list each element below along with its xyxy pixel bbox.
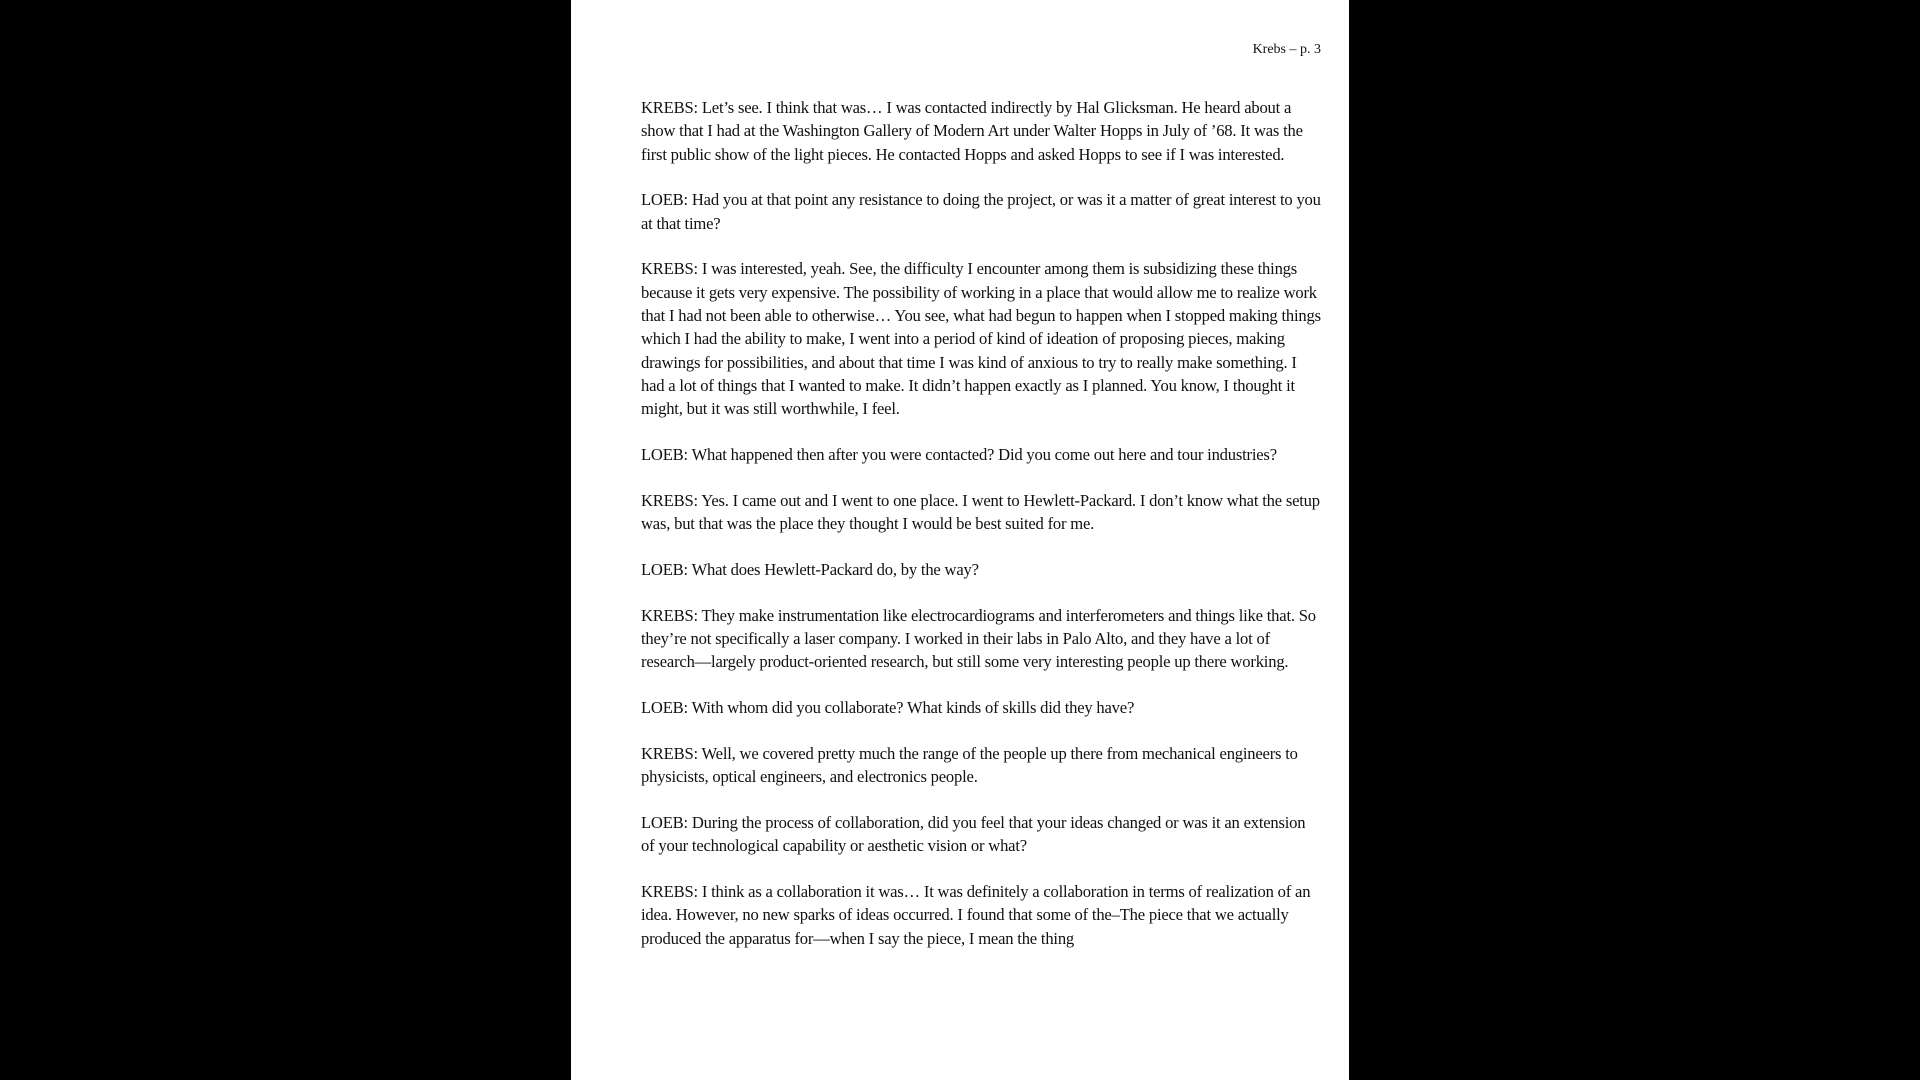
paragraph-4: LOEB: What happened then after you were contacted? Did you come out here and tour industries? [641, 445, 1277, 465]
paragraph-11: KREBS: I think as a collaboration it was… It was definitely a collaboration in terms of realization of an idea. However, no new sparks of ideas occurred. I found that some of the–The piece that we actually produced the apparatus for—when I say the piece, I mean the thing [641, 882, 1311, 948]
paragraph-6: LOEB: What does Hewlett-Packard do, by the way? [641, 559, 979, 579]
paragraph-7: KREBS: They make instrumentation like electrocardiograms and interferometers and things like that. So they’re not specifically a laser company. I worked in their labs in Palo Alto, and they have a lot of research—largely product-oriented research, but still some very interesting people up there working. [641, 605, 1316, 672]
paragraph-8: LOEB: With whom did you collaborate? What kinds of skills did they have? [641, 698, 1135, 718]
paragraph-10: LOEB: During the process of collaboration, did you feel that your ideas changed or was it an extension of your technological capability or aesthetic vision or what? [641, 813, 1306, 856]
document-page [571, 0, 1349, 1080]
paragraph-2: LOEB: Had you at that point any resistance to doing the project, or was it a matter of great interest to you at that time? [641, 190, 1321, 233]
paragraph-1: KREBS: Let’s see. I think that was… I was contacted indirectly by Hal Glicksman. He heard about a show that I had at the Washington Gallery of Modern Art under Walter Hopps in July of ’68. It was the first public show of the light pieces. He contacted Hopps and asked Hopps to see if I was interested. [641, 98, 1303, 164]
paragraph-5: KREBS: Yes. I came out and I went to one place. I went to Hewlett-Packard. I don’t know what the setup was, but that was the place they thought I would be best suited for me. [641, 490, 1320, 534]
paragraph-9: KREBS: Well, we covered pretty much the range of the people up there from mechanical engineers to physicists, optical engineers, and electronics people. [641, 743, 1298, 787]
paragraph-3: KREBS: I was interested, yeah. See, the difficulty I encounter among them is subsidizing these things because it gets very expensive. The possibility of working in a place that would allow me to realize work that I had not been able to otherwise… You see, what had begun to happen when I stopped making things which I had the ability to make, I went into a period of kind of ideation of proposing pieces, making drawings for possibilities, and about that time I was kind of anxious to try to really make something. I had a lot of things that I wanted to make. It didn’t happen exactly as I planned. You know, I thought it might, but it was still worthwhile, I feel. [641, 259, 1321, 419]
page-header: Krebs – p. 3 [1252, 42, 1321, 57]
